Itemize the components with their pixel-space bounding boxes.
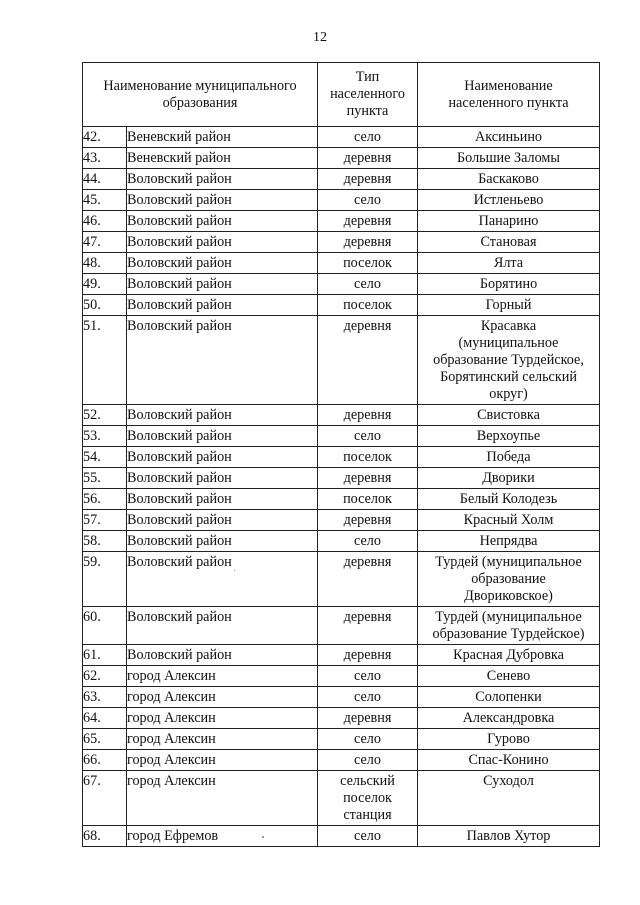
settlement-type-line: деревня — [343, 710, 392, 726]
table-row — [83, 405, 600, 426]
table-row — [83, 489, 600, 510]
municipality-cell: город Алексин — [127, 687, 318, 708]
settlement-type-line: село — [354, 689, 381, 705]
row-number: 52. — [83, 405, 127, 426]
municipality-cell: город Алексин — [127, 666, 318, 687]
settlement-name-line: Истленьево — [473, 192, 544, 208]
table-row — [83, 750, 600, 771]
row-number: 60. — [83, 607, 127, 645]
municipality-cell: город Алексин — [127, 750, 318, 771]
header-name — [418, 63, 600, 127]
municipality-cell: Веневский район — [127, 148, 318, 169]
settlement-type-line: село — [354, 828, 381, 844]
municipality-cell: Воловский район — [127, 510, 318, 531]
header-type-line: пункта — [346, 103, 389, 119]
settlement-type-cell — [318, 211, 418, 232]
row-number: 64. — [83, 708, 127, 729]
settlement-name-line: Борятинский сельский — [440, 369, 577, 385]
municipality-cell: город Алексин — [127, 729, 318, 750]
municipality-cell: Воловский район — [127, 274, 318, 295]
settlement-name-line: Победа — [486, 449, 531, 465]
row-number: 58. — [83, 531, 127, 552]
settlement-name-line: образование Турдейское) — [432, 626, 585, 642]
settlement-name-cell — [418, 232, 600, 253]
settlement-type-cell — [318, 405, 418, 426]
settlement-name-line: Александровка — [462, 710, 555, 726]
settlement-name-cell — [418, 607, 600, 645]
header-municipality — [83, 63, 318, 127]
settlement-type-cell — [318, 708, 418, 729]
settlement-type-line: село — [354, 129, 381, 145]
row-number: 62. — [83, 666, 127, 687]
settlement-name-line: Турдей (муниципальное — [435, 609, 582, 625]
settlement-name-line: Красавка — [480, 318, 537, 334]
settlement-type-line: деревня — [343, 647, 392, 663]
row-number: 67. — [83, 771, 127, 826]
settlement-type-cell — [318, 510, 418, 531]
settlement-name-line: Красная Дубровка — [453, 647, 564, 663]
table-header-row — [83, 63, 600, 127]
row-number: 68. — [83, 826, 127, 847]
settlement-type-line: село — [354, 428, 381, 444]
settlement-type-line: село — [354, 752, 381, 768]
settlements-table — [82, 62, 600, 847]
table-row — [83, 468, 600, 489]
table-row — [83, 729, 600, 750]
settlement-name-line: Сенево — [486, 668, 531, 684]
table-row — [83, 510, 600, 531]
settlement-name-cell — [418, 666, 600, 687]
row-number: 51. — [83, 316, 127, 405]
municipality-cell: Воловский район — [127, 405, 318, 426]
settlement-type-cell — [318, 666, 418, 687]
header-municipality-text: Наименование муниципального образования — [103, 77, 297, 111]
municipality-cell: Воловский район — [127, 447, 318, 468]
row-number: 46. — [83, 211, 127, 232]
settlement-name-line: (муниципальное — [458, 335, 559, 351]
table-row — [83, 666, 600, 687]
settlement-name-cell — [418, 489, 600, 510]
settlement-type-cell — [318, 645, 418, 666]
settlement-type-cell — [318, 426, 418, 447]
settlement-name-line: образование Турдейское, — [433, 352, 584, 368]
municipality-cell: город Ефремов — [127, 826, 318, 847]
municipality-cell: Воловский район — [127, 489, 318, 510]
table-row — [83, 426, 600, 447]
municipality-cell: Воловский район — [127, 426, 318, 447]
settlement-name-cell — [418, 405, 600, 426]
table-row — [83, 447, 600, 468]
settlement-type-line: деревня — [343, 407, 392, 423]
settlement-type-cell — [318, 232, 418, 253]
settlement-name-line: Баскаково — [478, 171, 539, 187]
settlement-type-line: деревня — [343, 150, 392, 166]
table-row — [83, 552, 600, 607]
settlement-name-cell — [418, 169, 600, 190]
settlement-name-cell — [418, 531, 600, 552]
row-number: 54. — [83, 447, 127, 468]
table-row — [83, 169, 600, 190]
scan-speck — [262, 836, 264, 838]
settlement-type-line: поселок — [343, 449, 392, 465]
row-number: 55. — [83, 468, 127, 489]
settlement-name-cell — [418, 316, 600, 405]
settlement-name-cell — [418, 687, 600, 708]
table-row — [83, 295, 600, 316]
row-number: 56. — [83, 489, 127, 510]
settlement-name-line: Ялта — [493, 255, 524, 271]
settlement-type-line: село — [354, 533, 381, 549]
settlement-type-line: деревня — [343, 234, 392, 250]
settlement-type-cell — [318, 771, 418, 826]
settlement-name-line: Непрядва — [479, 533, 538, 549]
settlement-name-cell — [418, 148, 600, 169]
table-row — [83, 232, 600, 253]
table-row — [83, 826, 600, 847]
header-type-line: населенного — [330, 86, 405, 102]
table-row — [83, 211, 600, 232]
settlement-type-line: село — [354, 731, 381, 747]
municipality-cell: Воловский район — [127, 468, 318, 489]
table-row — [83, 253, 600, 274]
row-number: 65. — [83, 729, 127, 750]
settlement-name-line: Верхоупье — [476, 428, 541, 444]
settlement-type-cell — [318, 127, 418, 148]
municipality-cell: Воловский район — [127, 169, 318, 190]
header-type — [318, 63, 418, 127]
settlement-name-line: Турдей (муниципальное — [435, 554, 582, 570]
row-number: 49. — [83, 274, 127, 295]
scan-speck — [234, 570, 235, 571]
municipality-cell: Воловский район — [127, 232, 318, 253]
row-number: 44. — [83, 169, 127, 190]
page-number: 12 — [313, 30, 327, 45]
settlement-name-cell — [418, 552, 600, 607]
settlement-type-cell — [318, 253, 418, 274]
row-number: 42. — [83, 127, 127, 148]
settlement-name-line: Дворики — [482, 470, 535, 486]
row-number: 57. — [83, 510, 127, 531]
municipality-cell: Воловский район — [127, 531, 318, 552]
municipality-cell: Воловский район — [127, 552, 318, 607]
settlement-name-line: Большие Заломы — [457, 150, 560, 166]
municipality-cell: Воловский район — [127, 607, 318, 645]
settlement-type-cell — [318, 826, 418, 847]
settlement-name-cell — [418, 253, 600, 274]
settlement-type-cell — [318, 750, 418, 771]
table-row — [83, 607, 600, 645]
settlement-name-cell — [418, 750, 600, 771]
table-row — [83, 274, 600, 295]
settlement-name-line: Спас-Конино — [468, 752, 549, 768]
row-number: 66. — [83, 750, 127, 771]
settlement-type-cell — [318, 316, 418, 405]
municipality-cell: Воловский район — [127, 316, 318, 405]
municipality-cell: Воловский район — [127, 190, 318, 211]
municipality-cell: город Алексин — [127, 771, 318, 826]
settlement-name-cell — [418, 708, 600, 729]
settlement-type-line: село — [354, 192, 381, 208]
row-number: 47. — [83, 232, 127, 253]
table-row — [83, 148, 600, 169]
municipality-cell: город Алексин — [127, 708, 318, 729]
table-row — [83, 127, 600, 148]
settlement-type-line: деревня — [343, 213, 392, 229]
settlement-name-cell — [418, 211, 600, 232]
row-number: 53. — [83, 426, 127, 447]
table-row — [83, 190, 600, 211]
header-name-line: Наименование — [464, 77, 553, 94]
settlement-type-line: деревня — [343, 554, 392, 570]
row-number: 61. — [83, 645, 127, 666]
row-number: 50. — [83, 295, 127, 316]
settlement-type-cell — [318, 169, 418, 190]
settlement-type-line: деревня — [343, 512, 392, 528]
table-body — [83, 127, 600, 847]
settlement-name-line: Солопенки — [475, 689, 542, 705]
settlement-type-line: поселок — [343, 297, 392, 313]
municipality-cell: Воловский район — [127, 253, 318, 274]
settlement-name-cell — [418, 729, 600, 750]
settlement-type-cell — [318, 729, 418, 750]
settlement-name-line: Дворико​вское) — [464, 588, 553, 604]
settlement-name-cell — [418, 127, 600, 148]
row-number: 48. — [83, 253, 127, 274]
table-row — [83, 708, 600, 729]
table-row — [83, 531, 600, 552]
settlement-name-cell — [418, 645, 600, 666]
settlement-type-line: поселок — [343, 491, 392, 507]
row-number: 59. — [83, 552, 127, 607]
settlement-type-cell — [318, 274, 418, 295]
settlement-type-line: сельский — [340, 773, 395, 789]
table-row — [83, 316, 600, 405]
settlement-name-line: Свистовка — [477, 407, 540, 423]
settlement-type-cell — [318, 552, 418, 607]
settlement-type-cell — [318, 447, 418, 468]
settlement-name-line: Панарино — [478, 213, 539, 229]
settlement-name-cell — [418, 295, 600, 316]
settlement-name-line: Становая — [480, 234, 537, 250]
settlement-type-line: деревня — [343, 470, 392, 486]
settlement-name-cell — [418, 426, 600, 447]
settlement-type-line: деревня — [343, 171, 392, 187]
settlement-type-cell — [318, 295, 418, 316]
settlement-name-cell — [418, 274, 600, 295]
settlement-name-cell — [418, 771, 600, 826]
settlement-type-cell — [318, 687, 418, 708]
settlement-name-cell — [418, 510, 600, 531]
settlement-type-line: село — [354, 668, 381, 684]
settlement-name-line: округ) — [489, 386, 528, 402]
header-type-line: Тип — [355, 69, 380, 85]
table-row — [83, 645, 600, 666]
settlement-type-line: поселок — [343, 255, 392, 271]
settlement-name-cell — [418, 190, 600, 211]
settlement-type-cell — [318, 148, 418, 169]
settlement-name-line: Белый Колодезь — [459, 491, 558, 507]
settlement-type-cell — [318, 190, 418, 211]
settlement-type-line: село — [354, 276, 381, 292]
row-number: 43. — [83, 148, 127, 169]
settlement-name-line: Горный — [485, 297, 532, 313]
settlement-type-line: деревня — [343, 318, 392, 334]
settlement-type-line: поселок — [343, 790, 392, 806]
table-row — [83, 687, 600, 708]
municipality-cell: Веневский район — [127, 127, 318, 148]
settlement-name-line: Павлов Хутор — [466, 828, 551, 844]
settlement-name-line: Красный Холм — [463, 512, 554, 528]
row-number: 63. — [83, 687, 127, 708]
settlement-type-cell — [318, 489, 418, 510]
municipality-cell: Воловский район — [127, 645, 318, 666]
settlement-name-cell — [418, 468, 600, 489]
settlement-type-cell — [318, 607, 418, 645]
settlement-type-cell — [318, 531, 418, 552]
header-name-line: населенного пункта — [448, 94, 569, 111]
settlement-name-line: Суходол — [483, 773, 534, 789]
settlement-name-line: Гурово — [487, 731, 530, 747]
settlement-name-line: Аксиньино — [474, 129, 543, 145]
settlement-name-cell — [418, 826, 600, 847]
settlement-type-cell — [318, 468, 418, 489]
settlement-type-line: деревня — [343, 609, 392, 625]
settlement-type-line: станция — [343, 807, 392, 823]
settlement-name-cell — [418, 447, 600, 468]
municipality-cell: Воловский район — [127, 295, 318, 316]
row-number: 45. — [83, 190, 127, 211]
municipality-cell: Воловский район — [127, 211, 318, 232]
settlement-name-line: образование — [471, 571, 546, 587]
table-row — [83, 771, 600, 826]
settlement-name-line: Борятино — [479, 276, 538, 292]
